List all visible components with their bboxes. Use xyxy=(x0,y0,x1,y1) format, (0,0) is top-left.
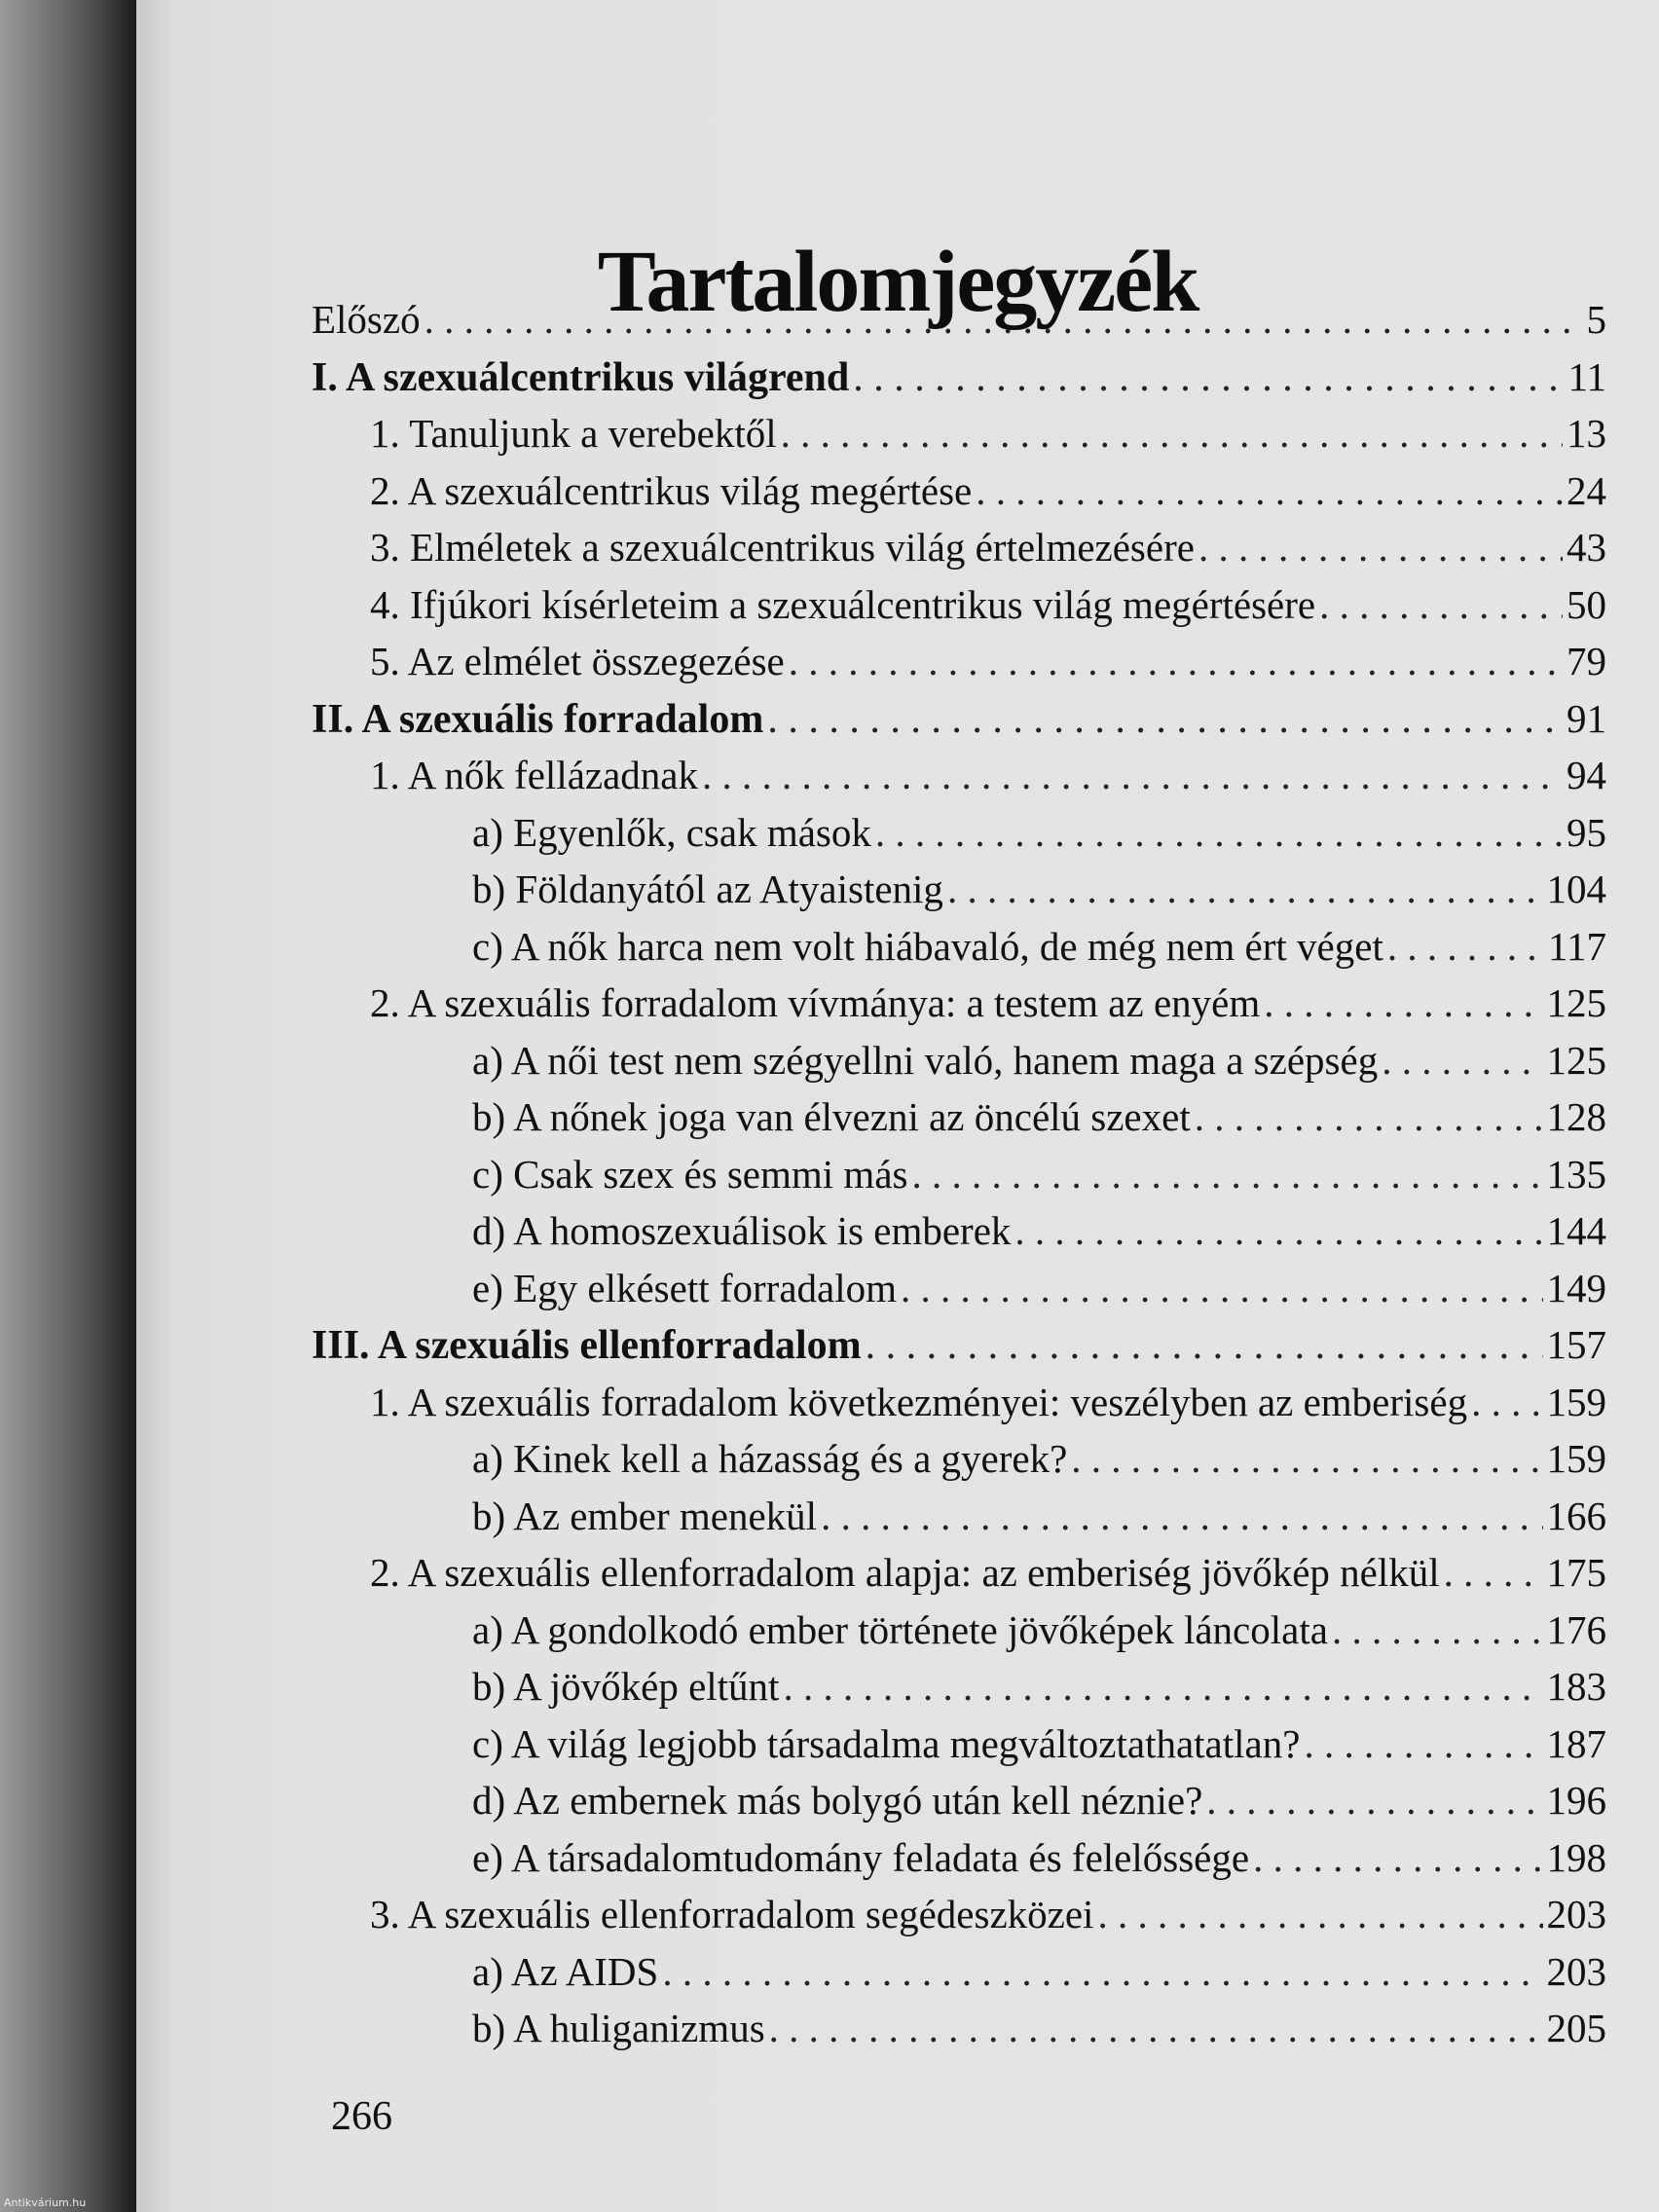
dot-leader xyxy=(1332,1606,1543,1653)
toc-entry-page: 144 xyxy=(1546,1208,1606,1253)
dot-leader xyxy=(702,752,1563,798)
dot-leader xyxy=(781,410,1563,457)
toc-entry-page: 157 xyxy=(1546,1322,1606,1367)
toc-entry-title: d) A homoszexuálisok is emberek xyxy=(472,1208,1012,1253)
toc-entry-page: 159 xyxy=(1546,1436,1606,1481)
toc-entry-page: 196 xyxy=(1546,1778,1606,1823)
dot-leader xyxy=(1097,1891,1542,1937)
toc-entry-title: c) Csak szex és semmi más xyxy=(472,1151,908,1197)
toc-entry-title: III. A szexuális ellenforradalom xyxy=(312,1323,862,1368)
toc-entry xyxy=(312,467,1606,525)
dot-leader xyxy=(947,866,1543,912)
toc-entry-title: a) Kinek kell a házasság és a gyerek? xyxy=(472,1436,1068,1481)
toc-entry xyxy=(312,1151,1606,1208)
toc-entry-title: 4. Ifjúkori kísérleteim a szexuálcentrikus világ megértésére xyxy=(370,581,1316,627)
toc-entry-title: Előszó xyxy=(312,297,421,342)
toc-entry xyxy=(312,1891,1606,1948)
dot-leader xyxy=(1206,1777,1542,1824)
toc-entry-title: a) Egyenlők, csak mások xyxy=(472,809,871,855)
toc-entry xyxy=(312,1777,1606,1834)
page-number: 266 xyxy=(331,2094,392,2139)
dot-leader xyxy=(1014,1207,1542,1254)
toc-entry-page: 135 xyxy=(1546,1151,1606,1197)
toc-entry xyxy=(312,296,1606,353)
toc-entry-title: II. A szexuális forradalom xyxy=(312,696,764,742)
toc-entry xyxy=(312,1093,1606,1151)
toc-part-entry xyxy=(312,353,1606,411)
dot-leader xyxy=(901,1265,1542,1311)
dot-leader xyxy=(769,2005,1543,2051)
dot-leader xyxy=(1387,923,1544,970)
toc-entry xyxy=(312,1663,1606,1720)
toc-entry-title: 3. A szexuális ellenforradalom segédeszközei xyxy=(370,1892,1094,1936)
toc-entry xyxy=(312,1207,1606,1265)
toc-entry-page: 94 xyxy=(1567,753,1606,797)
dot-leader xyxy=(767,696,1563,743)
toc-entry-title: e) Egy elkésett forradalom xyxy=(472,1265,898,1310)
toc-entry xyxy=(312,1435,1606,1493)
toc-entry xyxy=(312,923,1606,980)
toc-entry-page: 159 xyxy=(1546,1379,1606,1424)
dot-leader xyxy=(1195,1093,1543,1140)
toc-entry-title: 2. A szexuálcentrikus világ megértése xyxy=(370,467,973,513)
dot-leader xyxy=(976,467,1563,514)
dot-leader xyxy=(424,296,1583,343)
toc-part-entry xyxy=(312,695,1606,753)
toc-entry-page: 187 xyxy=(1546,1720,1606,1766)
toc-entry-page: 13 xyxy=(1567,411,1606,456)
toc-entry-page: 117 xyxy=(1548,923,1606,969)
toc-entry-page: 205 xyxy=(1546,2006,1606,2050)
toc-entry xyxy=(312,752,1606,809)
toc-entry-title: 1. A szexuális forradalom következményei: veszélyben az emberiség xyxy=(370,1379,1468,1424)
toc-entry-title: c) A nők harca nem volt hiábavaló, de még nem ért véget xyxy=(472,923,1383,969)
toc-entry xyxy=(312,1379,1606,1436)
toc-entry xyxy=(312,410,1606,467)
toc-entry xyxy=(312,1948,1606,2006)
toc-entry-title: I. A szexuálcentrikus világrend xyxy=(312,354,850,400)
toc-entry-title: 5. Az elmélet összegezése xyxy=(370,639,785,683)
toc-entry-page: 203 xyxy=(1546,1892,1606,1936)
toc-entry-page: 149 xyxy=(1546,1265,1606,1310)
dot-leader xyxy=(1382,1037,1542,1084)
dot-leader xyxy=(875,809,1563,856)
toc-entry-page: 166 xyxy=(1546,1493,1606,1538)
toc-entry-page: 79 xyxy=(1567,639,1606,683)
toc-entry xyxy=(312,2005,1606,2062)
toc-entry-title: b) A jövőkép eltűnt xyxy=(472,1664,780,1709)
table-of-contents xyxy=(312,296,1606,2062)
toc-entry-title: 1. Tanuljunk a verebektől xyxy=(370,411,777,456)
dot-leader xyxy=(821,1493,1542,1539)
book-spine-shadow xyxy=(0,0,146,2212)
toc-entry-page: 175 xyxy=(1546,1550,1606,1595)
toc-entry xyxy=(312,866,1606,923)
toc-entry-page: 125 xyxy=(1546,1037,1606,1083)
dot-leader xyxy=(662,1948,1542,1995)
toc-entry-page: 176 xyxy=(1546,1606,1606,1652)
toc-entry xyxy=(312,1037,1606,1094)
toc-entry-title: e) A társadalomtudomány feladata és felelőssége xyxy=(472,1834,1250,1880)
toc-entry-page: 95 xyxy=(1567,809,1606,855)
dot-leader xyxy=(1319,581,1563,628)
dot-leader xyxy=(866,1322,1543,1369)
dot-leader xyxy=(1253,1834,1542,1881)
watermark-text: Antikvárium.hu xyxy=(4,2196,87,2209)
toc-entry xyxy=(312,809,1606,866)
toc-entry xyxy=(312,1720,1606,1778)
page-title: Tartalomjegyzék xyxy=(597,234,1198,331)
toc-entry-title: 1. A nők fellázadnak xyxy=(370,753,699,797)
toc-entry-page: 104 xyxy=(1546,866,1606,911)
dot-leader xyxy=(1471,1379,1542,1425)
dot-leader xyxy=(1071,1435,1542,1482)
toc-entry-title: a) A gondolkodó ember története jövőképek láncolata xyxy=(472,1606,1328,1652)
dot-leader xyxy=(911,1151,1542,1198)
dot-leader xyxy=(783,1663,1542,1710)
dot-leader xyxy=(1304,1720,1542,1767)
toc-entry-page: 91 xyxy=(1567,695,1606,741)
toc-entry-page: 11 xyxy=(1567,353,1606,399)
toc-entry-page: 43 xyxy=(1567,525,1606,570)
toc-entry xyxy=(312,1834,1606,1892)
toc-entry-title: b) Az ember menekül xyxy=(472,1493,818,1538)
toc-entry-title: 2. A szexuális ellenforradalom alapja: az emberiség jövőkép nélkül xyxy=(370,1550,1440,1595)
toc-entry xyxy=(312,1493,1606,1550)
toc-entry xyxy=(312,1606,1606,1664)
toc-entry xyxy=(312,638,1606,695)
toc-entry-title: a) Az AIDS xyxy=(472,1948,659,1994)
toc-entry-title: a) A női test nem szégyellni való, hanem maga a szépség xyxy=(472,1037,1379,1083)
toc-entry-title: b) A huliganizmus xyxy=(472,2006,765,2050)
toc-entry-title: c) A világ legjobb társadalma megváltoztathatatlan? xyxy=(472,1720,1301,1766)
dot-leader xyxy=(1444,1549,1543,1596)
dot-leader xyxy=(789,638,1563,684)
dot-leader xyxy=(1264,979,1542,1026)
toc-entry-page: 198 xyxy=(1546,1834,1606,1880)
toc-entry-page: 5 xyxy=(1586,297,1606,342)
toc-entry-title: 2. A szexuális forradalom vívmánya: a testem az enyém xyxy=(370,980,1261,1025)
toc-entry-page: 24 xyxy=(1567,467,1606,513)
toc-entry-title: d) Az embernek más bolygó után kell néznie? xyxy=(472,1778,1203,1823)
dot-leader xyxy=(1198,524,1563,571)
toc-entry-page: 125 xyxy=(1546,980,1606,1025)
toc-entry-page: 183 xyxy=(1546,1664,1606,1709)
toc-entry-page: 128 xyxy=(1546,1094,1606,1139)
toc-entry-title: 3. Elméletek a szexuálcentrikus világ értelmezésére xyxy=(370,525,1195,570)
toc-entry-page: 50 xyxy=(1567,581,1606,627)
toc-entry xyxy=(312,1549,1606,1606)
toc-entry-title: b) Földanyától az Atyaistenig xyxy=(472,866,943,911)
toc-entry xyxy=(312,524,1606,581)
toc-entry xyxy=(312,581,1606,639)
toc-part-entry xyxy=(312,1321,1606,1379)
toc-entry-title: b) A nőnek joga van élvezni az öncélú szexet xyxy=(472,1094,1191,1139)
toc-entry-page: 203 xyxy=(1546,1948,1606,1994)
dot-leader xyxy=(853,354,1564,401)
toc-entry xyxy=(312,979,1606,1037)
toc-entry xyxy=(312,1265,1606,1322)
